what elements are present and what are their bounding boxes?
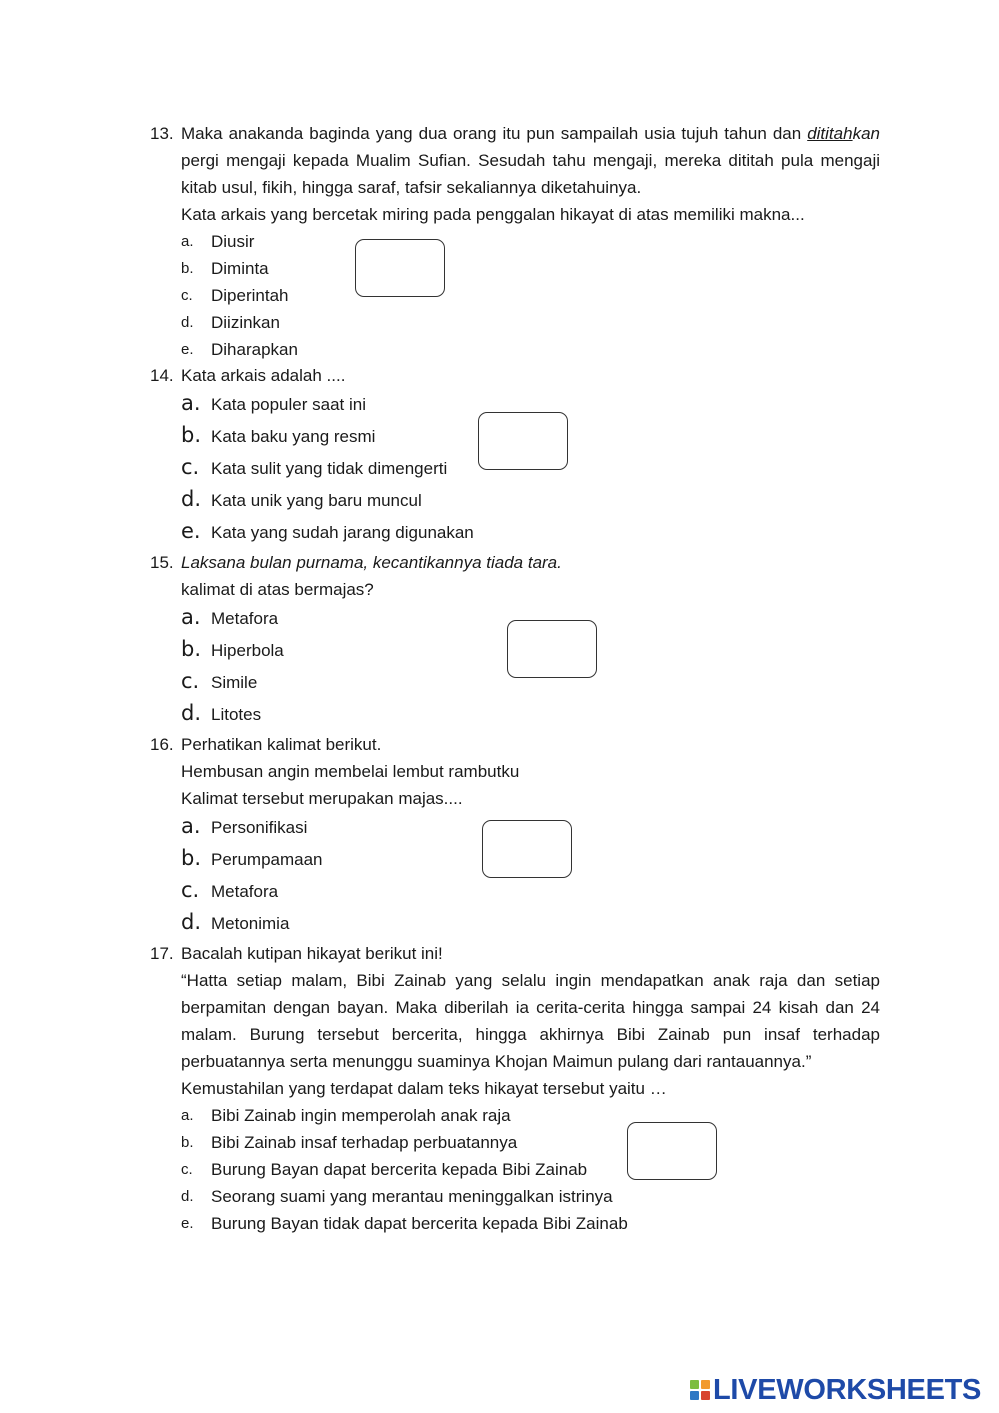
option-b: b. Perumpamaan xyxy=(181,846,323,870)
option-a: a. Personifikasi xyxy=(181,814,308,838)
question-number: 16. xyxy=(150,735,174,754)
question-number: 14. xyxy=(150,366,174,385)
question-stem: Perhatikan kalimat berikut. xyxy=(181,735,382,754)
option-a: a. Kata populer saat ini xyxy=(181,391,366,415)
question-prompt: Kemustahilan yang terdapat dalam teks hikayat tersebut yaitu … xyxy=(181,1079,667,1098)
question-number: 15. xyxy=(150,553,174,572)
option-d: d. Kata unik yang baru muncul xyxy=(181,487,422,511)
option-b: b. Kata baku yang resmi xyxy=(181,423,376,447)
logo-square-green xyxy=(690,1380,699,1389)
option-a: a. Diusir xyxy=(181,232,255,251)
question-17 xyxy=(150,940,880,1237)
answer-box-14[interactable] xyxy=(478,412,568,470)
option-d: d. Litotes xyxy=(181,701,262,725)
question-stem: Bacalah kutipan hikayat berikut ini! xyxy=(181,944,443,963)
answer-box-16[interactable] xyxy=(482,820,572,878)
option-e: e. Diharapkan xyxy=(181,340,298,359)
question-quote: “Hatta setiap malam, Bibi Zainab yang selalu ingin mendapatkan anak raja dan setiap berpamitan dengan bayan. Maka diberilah ia cerita-cerita hingga sampai 24 kisah dan 24 malam. Burung tersebut bercerita, hingga akhirnya Bibi Zainab pun insaf terhadap perbuatannya serta menunggu suaminya Khojan Maimun pulang dari rantauannya.” xyxy=(181,971,880,1071)
option-c: c. Kata sulit yang tidak dimengerti xyxy=(181,455,448,479)
liveworksheets-logo xyxy=(690,1374,981,1406)
answer-box-13[interactable] xyxy=(355,239,445,297)
option-c: c. Burung Bayan dapat bercerita kepada Bibi Zainab xyxy=(181,1160,588,1179)
option-e: e. Burung Bayan tidak dapat bercerita kepada Bibi Zainab xyxy=(181,1214,628,1233)
option-c: c. Metafora xyxy=(181,878,279,902)
option-a: a. Metafora xyxy=(181,605,279,629)
question-prompt: Kata arkais yang bercetak miring pada penggalan hikayat di atas memiliki makna... xyxy=(181,205,805,224)
question-stem: Maka anakanda baginda yang dua orang itu pun sampailah usia tujuh tahun dan dititahkan pergi mengaji kepada Mualim Sufian. Sesudah tahu mengaji, mereka dititah pula mengaji kitab usul, fikih, hingga saraf, tafsir sekaliannya diketahuinya. xyxy=(181,124,880,197)
option-b: b. Hiperbola xyxy=(181,637,284,661)
logo-text: LIVEWORKSHEETS xyxy=(713,1373,982,1406)
option-c: c. Simile xyxy=(181,669,258,693)
question-prompt: kalimat di atas bermajas? xyxy=(181,580,374,599)
option-c: c. Diperintah xyxy=(181,286,289,305)
question-stem: Laksana bulan purnama, kecantikannya tiada tara. xyxy=(181,553,562,572)
option-a: a. Bibi Zainab ingin memperolah anak raja xyxy=(181,1106,511,1125)
logo-square-orange xyxy=(701,1380,710,1389)
logo-square-blue xyxy=(690,1391,699,1400)
option-d: d. Metonimia xyxy=(181,910,290,934)
option-b: b. Bibi Zainab insaf terhadap perbuatannya xyxy=(181,1133,518,1152)
option-b: b. Diminta xyxy=(181,259,269,278)
answer-box-17[interactable] xyxy=(627,1122,717,1180)
option-d: d. Seorang suami yang merantau meninggalkan istrinya xyxy=(181,1187,613,1206)
question-number: 17. xyxy=(150,944,174,963)
option-d: d. Diizinkan xyxy=(181,313,280,332)
question-13 xyxy=(150,120,880,363)
question-prompt: Kalimat tersebut merupakan majas.... xyxy=(181,789,463,808)
question-quote: Hembusan angin membelai lembut rambutku xyxy=(181,762,520,781)
question-number: 13. xyxy=(150,124,174,143)
liveworksheets-logo-icon xyxy=(690,1380,710,1400)
logo-square-red xyxy=(701,1391,710,1400)
option-e: e. Kata yang sudah jarang digunakan xyxy=(181,519,474,543)
answer-box-15[interactable] xyxy=(507,620,597,678)
question-stem: Kata arkais adalah .... xyxy=(181,366,346,385)
